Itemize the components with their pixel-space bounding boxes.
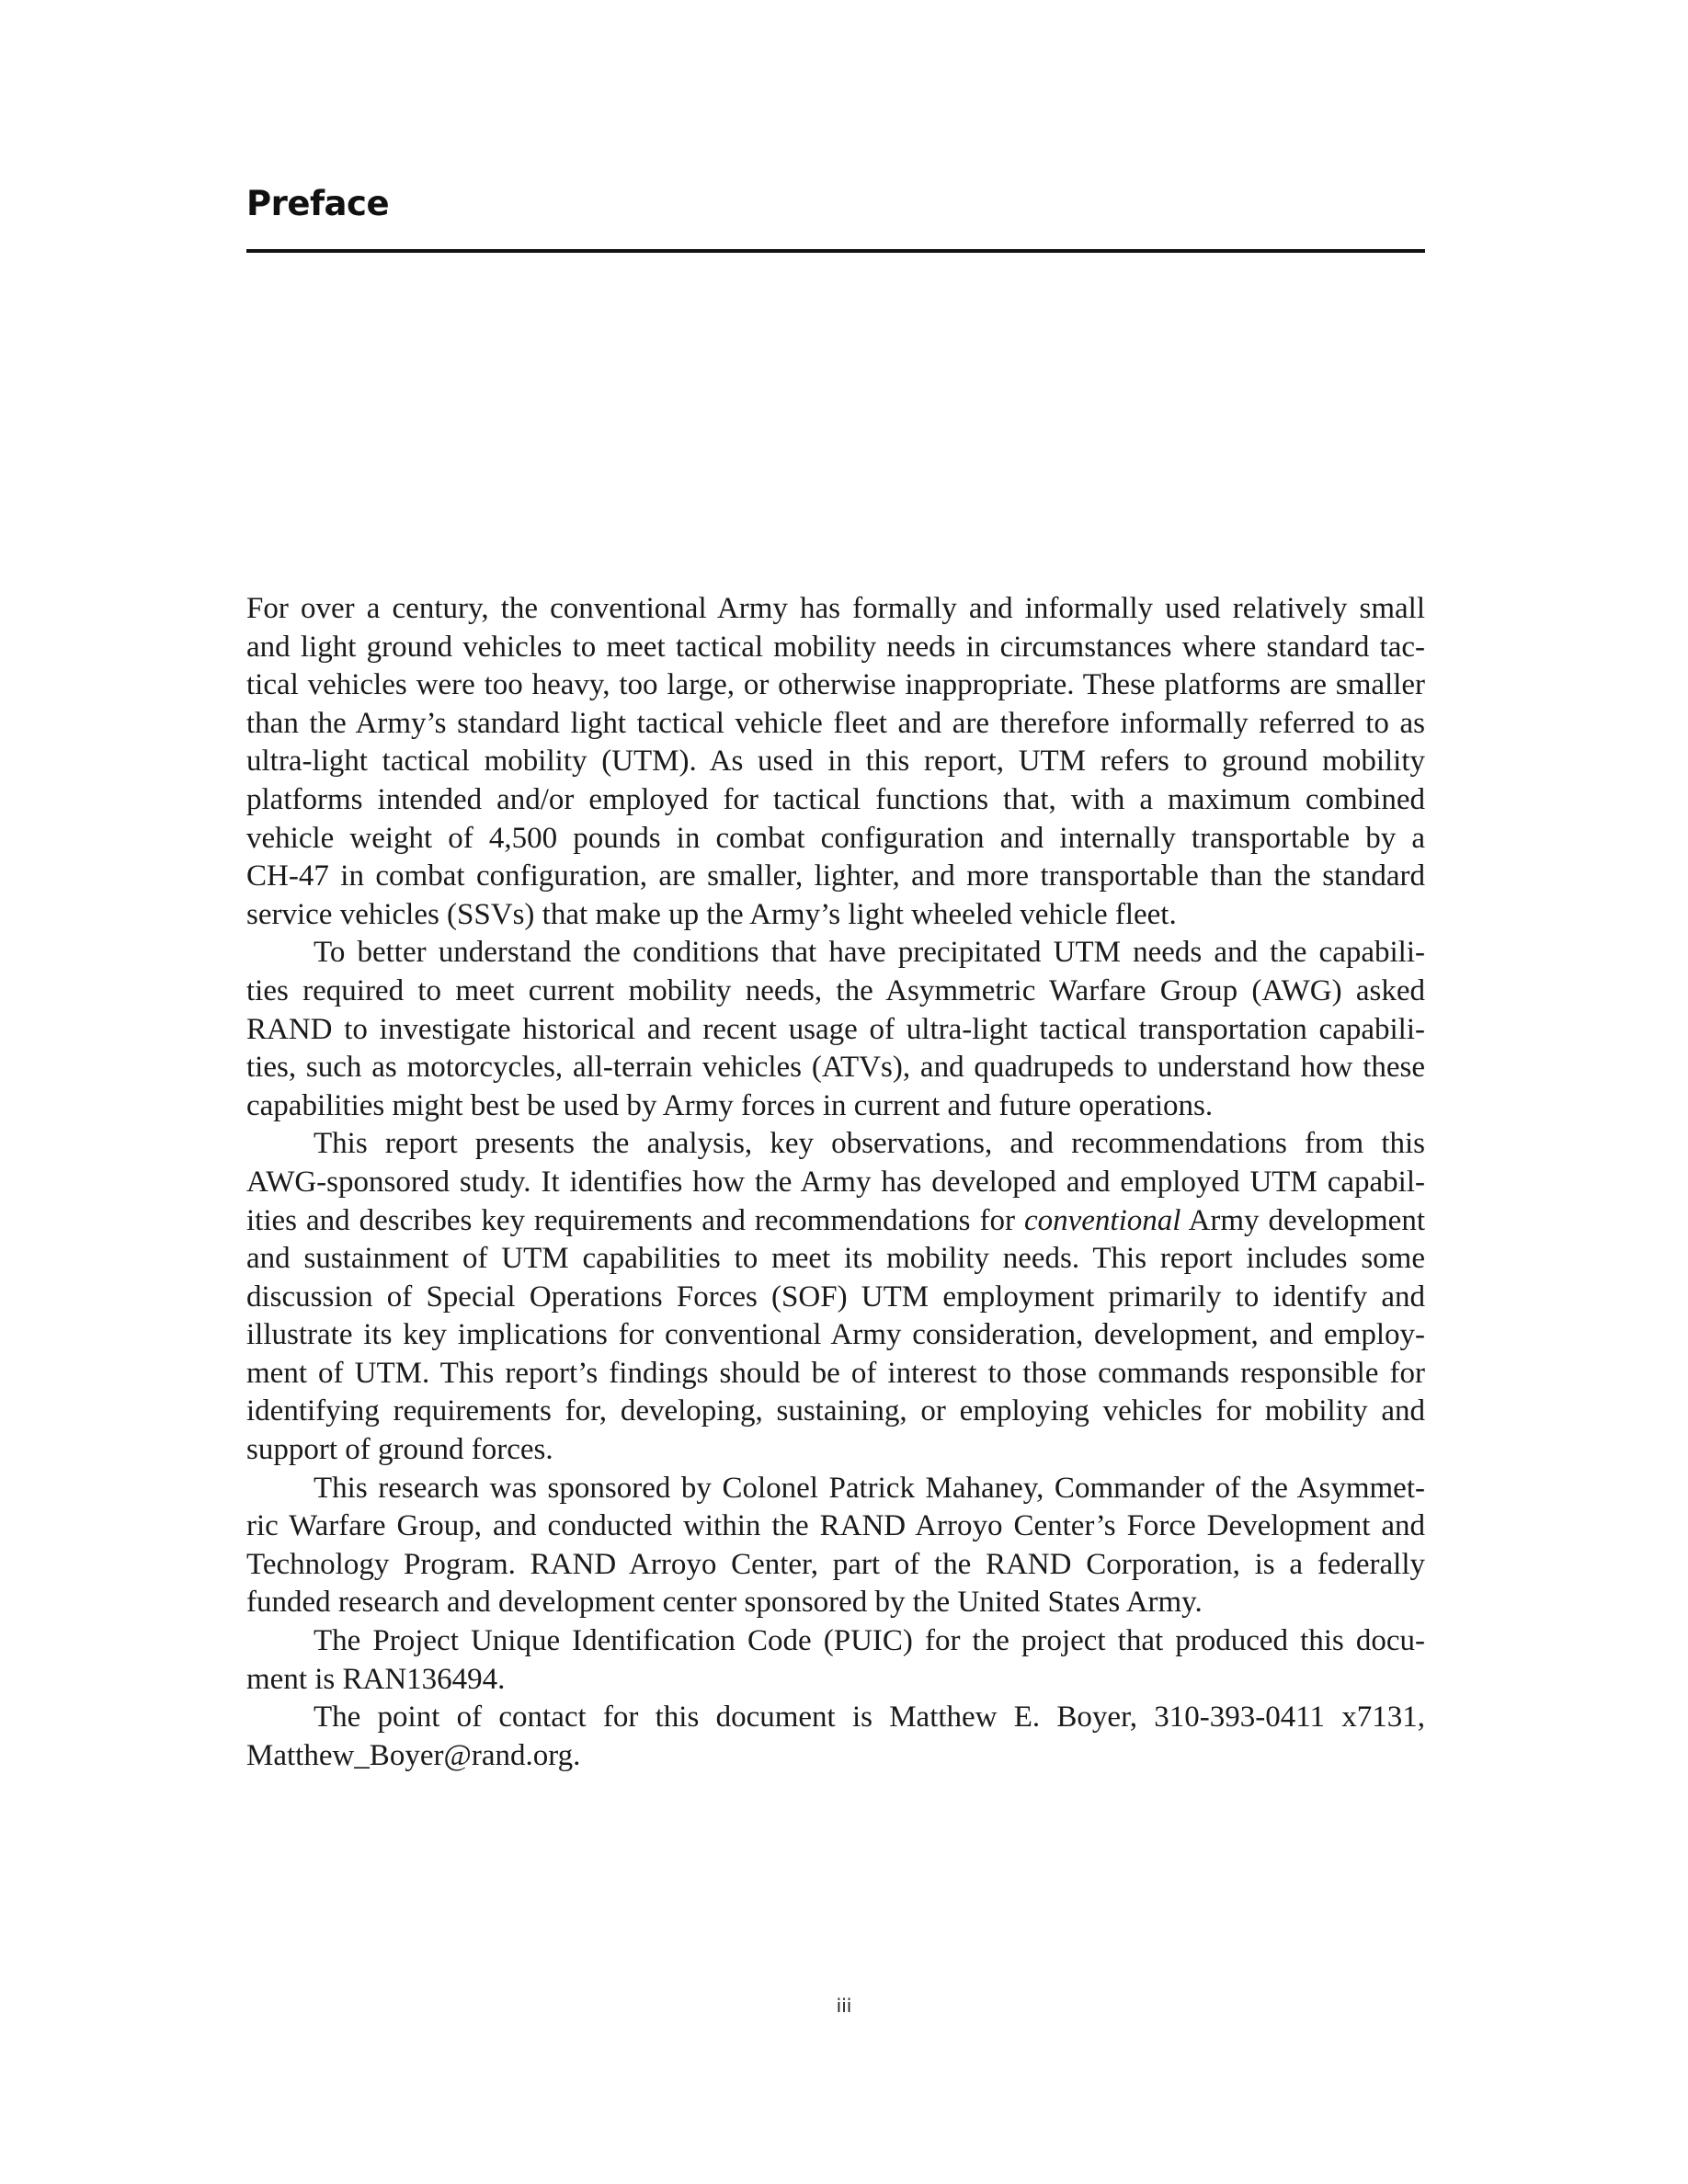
page-number: iii xyxy=(836,1995,852,2017)
text-line: ric Warfare Group, and conducted within the RAND Arroyo Center’s Force Development and xyxy=(246,1509,1425,1543)
paragraph xyxy=(246,934,1425,1125)
text-line: ties, such as motorcycles, all-terrain vehicles (ATVs), and quadrupeds to understand how these xyxy=(246,1051,1425,1085)
text-line: and light ground vehicles to meet tactical mobility needs in circumstances where standard tac- xyxy=(246,630,1425,664)
preface-body xyxy=(246,590,1425,1775)
page-title: Preface xyxy=(246,184,390,223)
text-line: This research was sponsored by Colonel Patrick Mahaney, Commander of the Asymmet- xyxy=(314,1471,1425,1505)
text-line: CH-47 in combat configuration, are smaller, lighter, and more transportable than the standard xyxy=(246,859,1425,893)
text-line: platforms intended and/or employed for tactical functions that, with a maximum combined xyxy=(246,782,1425,816)
text-line: For over a century, the conventional Army has formally and informally used relatively small xyxy=(246,592,1425,625)
text-line: discussion of Special Operations Forces (SOF) UTM employment primarily to identify and xyxy=(246,1280,1425,1314)
text-line: tical vehicles were too heavy, too large, or otherwise inappropriate. These platforms are smaller xyxy=(246,668,1425,702)
text-line: identifying requirements for, developing, sustaining, or employing vehicles for mobility and xyxy=(246,1394,1425,1428)
title-rule xyxy=(246,249,1425,253)
text-line: ties required to meet current mobility needs, the Asymmetric Warfare Group (AWG) asked xyxy=(246,973,1425,1007)
text-line: vehicle weight of 4,500 pounds in combat configuration and internally transportable by a xyxy=(246,821,1425,855)
text-line: Technology Program. RAND Arroyo Center, part of the RAND Corporation, is a federally xyxy=(246,1547,1425,1581)
paragraph xyxy=(246,1470,1425,1622)
text-line: ities and describes key requirements and recommendations for conventional Army development xyxy=(246,1203,1425,1237)
text-line: and sustainment of UTM capabilities to meet its mobility needs. This report includes some xyxy=(246,1242,1425,1276)
emphasis: conventional xyxy=(1023,1203,1181,1237)
text-line: service vehicles (SSVs) that make up the Army’s light wheeled vehicle fleet. xyxy=(246,897,1177,931)
text-line: To better understand the conditions that have precipitated UTM needs and the capabili- xyxy=(314,936,1425,970)
text-line: support of ground forces. xyxy=(246,1433,553,1467)
paragraph xyxy=(246,590,1425,934)
paragraph xyxy=(246,1125,1425,1469)
text-line: than the Army’s standard light tactical vehicle fleet and are therefore informally referred to as xyxy=(246,706,1425,740)
paragraph xyxy=(246,1699,1425,1775)
text-line: RAND to investigate historical and recent usage of ultra-light tactical transportation capabili- xyxy=(246,1012,1425,1046)
text-line: This report presents the analysis, key observations, and recommendations from this xyxy=(314,1127,1425,1161)
text-line: funded research and development center sponsored by the United States Army. xyxy=(246,1586,1203,1620)
text-line: The point of contact for this document is Matthew E. Boyer, 310-393-0411 x7131, xyxy=(314,1701,1425,1735)
text-line: capabilities might best be used by Army forces in current and future operations. xyxy=(246,1088,1214,1122)
text-line: Matthew_Boyer@rand.org. xyxy=(246,1738,581,1772)
text-line: ment of UTM. This report’s findings should be of interest to those commands responsible for xyxy=(246,1356,1425,1390)
text-line: AWG-sponsored study. It identifies how the Army has developed and employed UTM capabil- xyxy=(246,1165,1425,1199)
text-line: ultra-light tactical mobility (UTM). As used in this report, UTM refers to ground mobility xyxy=(246,745,1425,779)
text-line: illustrate its key implications for conventional Army consideration, development, and employ- xyxy=(246,1318,1425,1352)
paragraph xyxy=(246,1622,1425,1699)
text-line: The Project Unique Identification Code (PUIC) for the project that produced this docu- xyxy=(314,1624,1425,1658)
text-line: ment is RAN136494. xyxy=(246,1662,506,1696)
